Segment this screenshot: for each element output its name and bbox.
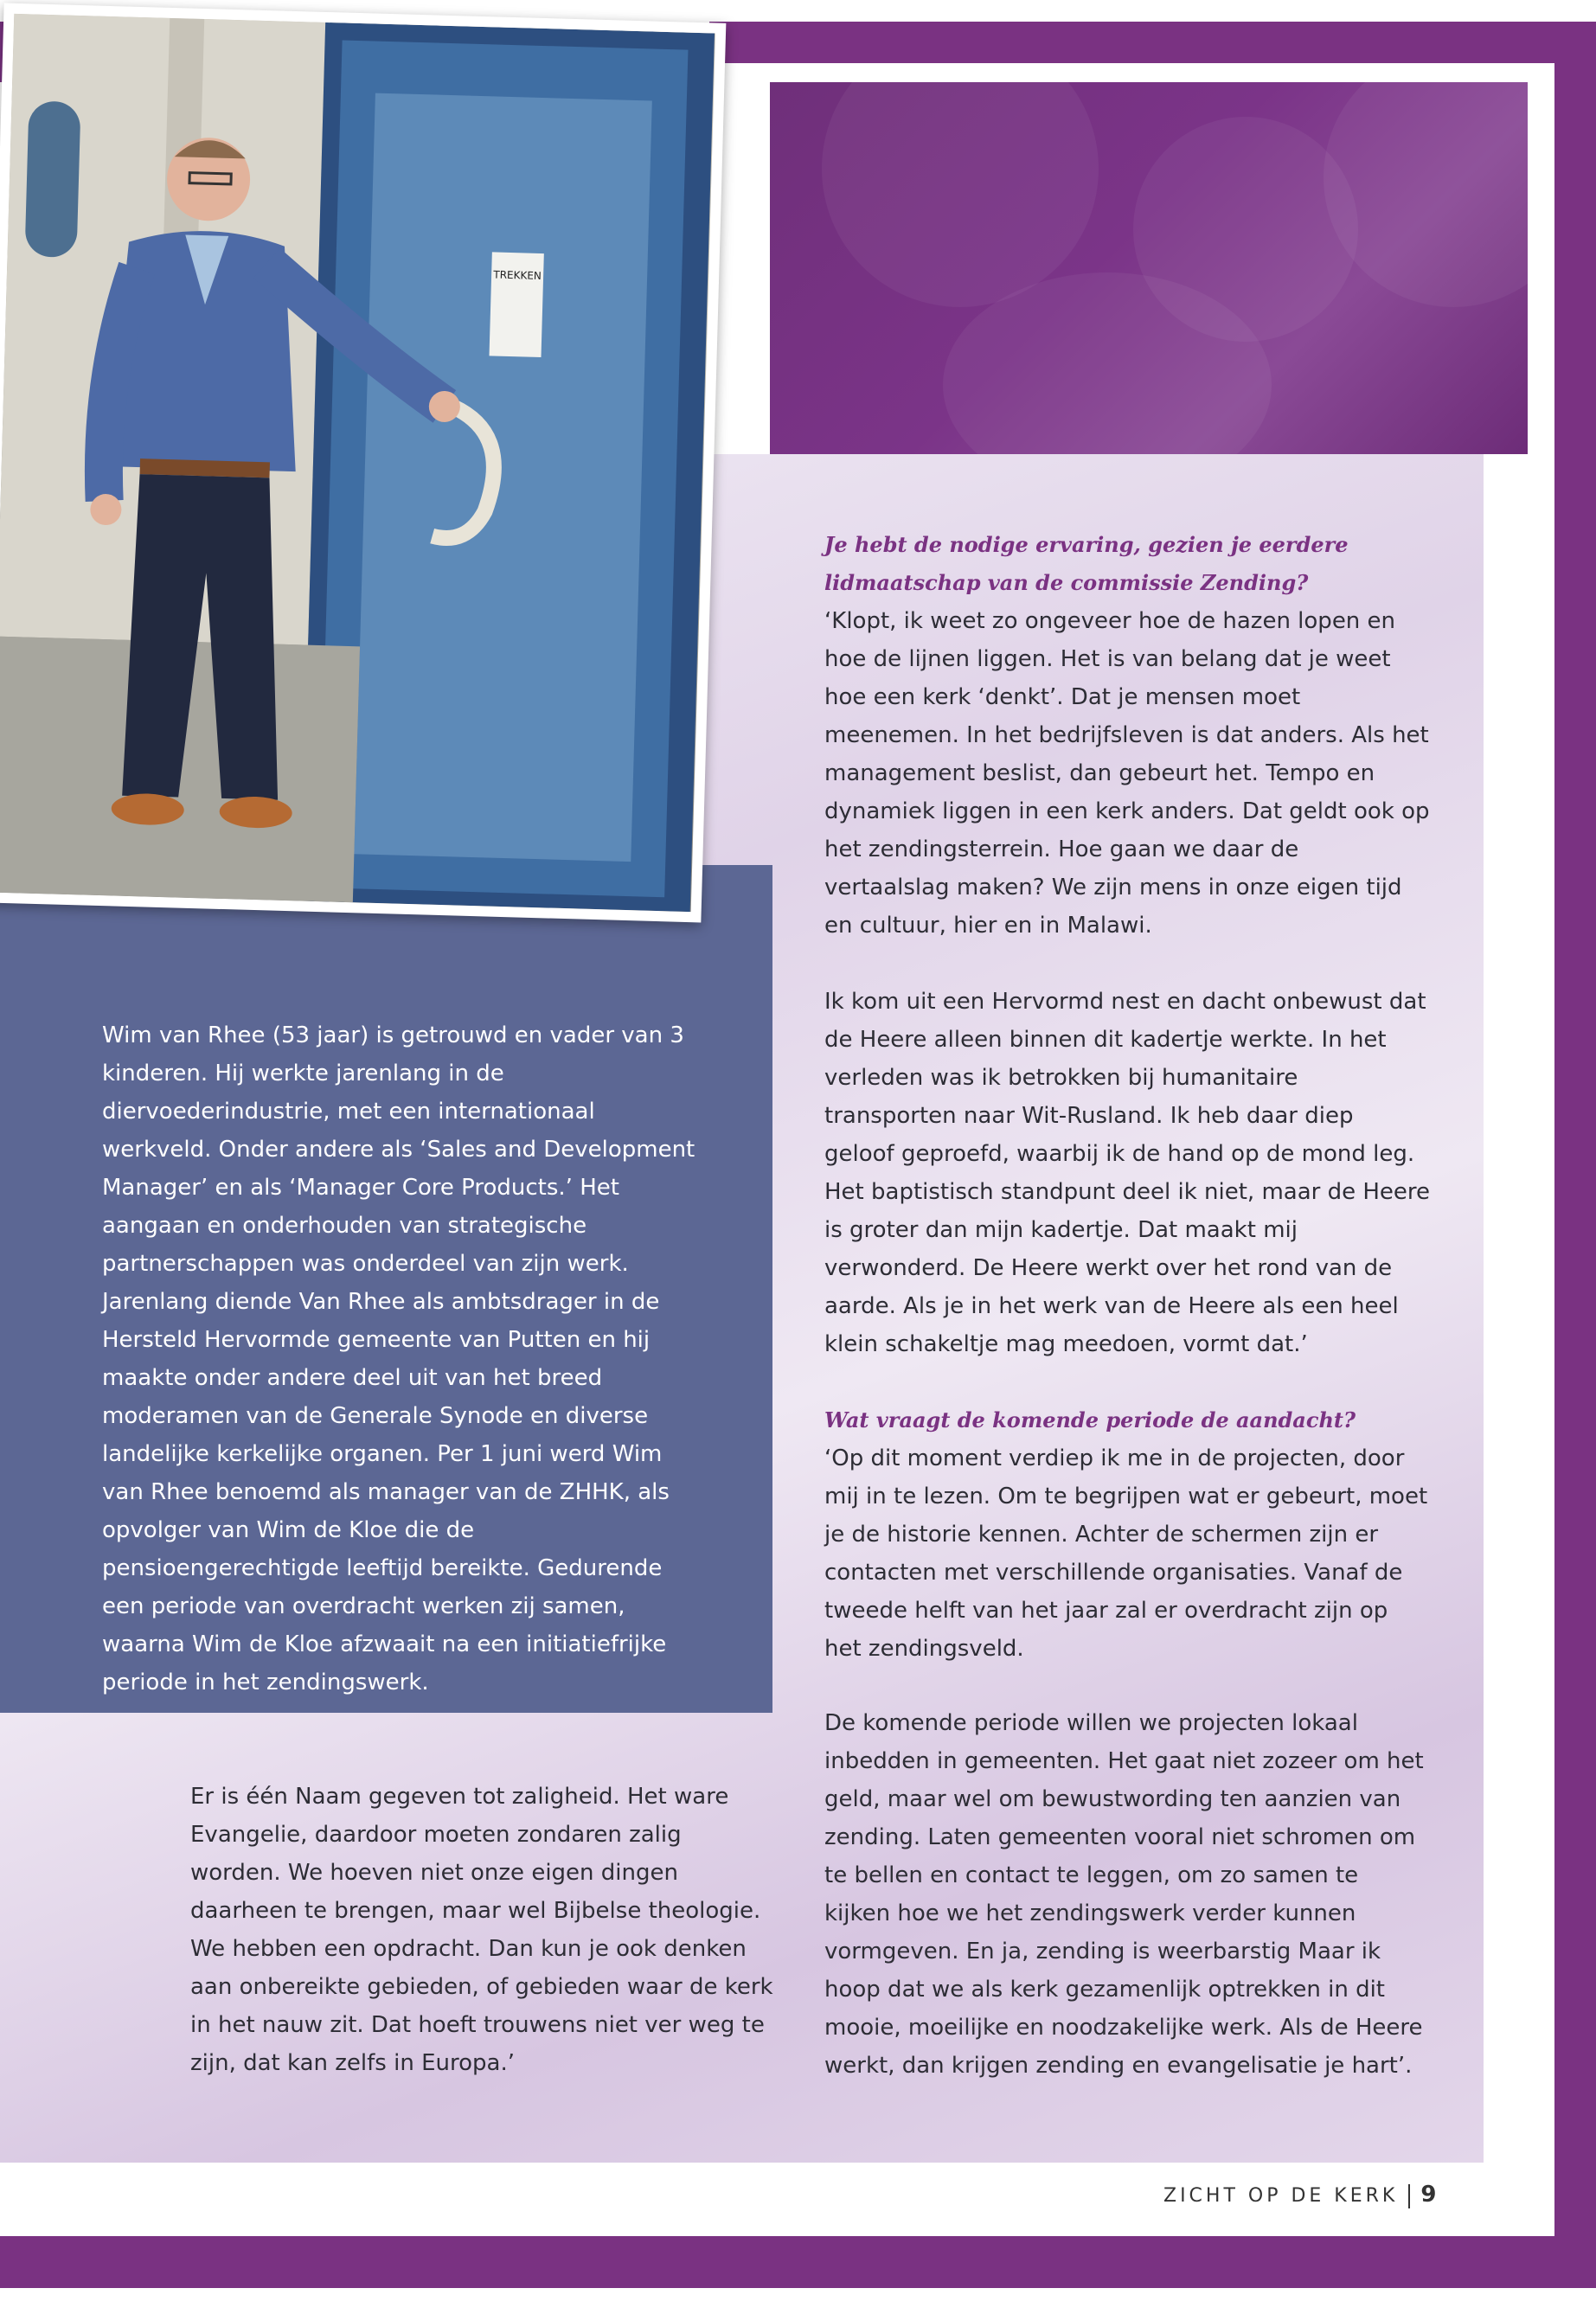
footer-separator bbox=[1408, 2184, 1410, 2208]
frame-right bbox=[1554, 22, 1596, 2288]
frame-bottom bbox=[0, 2236, 1596, 2288]
page-number: 9 bbox=[1420, 2182, 1437, 2208]
header-image bbox=[770, 82, 1528, 454]
frame-top bbox=[709, 22, 1596, 63]
magazine-name: ZICHT OP DE KERK bbox=[1163, 2185, 1399, 2207]
answer-1-paragraph-1: ‘Klopt, ik weet zo ongeveer hoe de hazen lopen en hoe de lijnen liggen. Het is van belang dat je weet hoe een kerk ‘denkt’. Dat je mensen moet meenemen. In het bedrijfsleven is dat anders. Als het management beslist, dan gebeurt het. Tempo en dynamiek liggen in een kerk anders. Dat geldt ook op het zendingsterrein. Hoe gaan we daar de vertaalslag maken? We zijn mens in onze eigen tijd en cultuur, hier en in Malawi. bbox=[824, 608, 1430, 939]
bio-text: Wim van Rhee (53 jaar) is getrouwd en vader van 3 kinderen. Hij werkte jarenlang in de diervoederindustrie, met een internationaal werkveld. Onder andere als ‘Sales and Development Manager’ en als ‘Manager Core Products.’ Het aangaan en onderhouden van strategische partnerschappen was onderdeel van zijn werk. Jarenlang diende Van Rhee als ambtsdrager in de Hersteld Hervormde gemeente van Putten en hij maakte onder andere deel uit van het breed moderamen van de Generale Synode en diverse landelijke kerkelijke organen. Per 1 juni werd Wim van Rhee benoemd als manager van de ZHHK, als opvolger van Wim de Kloe die de pensioengerechtigde leeftijd bereikte. Gedurende een periode van overdracht werken zij samen, waarna Wim de Kloe afzwaait na een initiatiefrijke periode in het zendingswerk. bbox=[102, 1022, 695, 1695]
page-footer bbox=[1163, 2182, 1436, 2208]
question-1: Je hebt de nodige ervaring, gezien je eerdere lidmaatschap van de commissie Zending? bbox=[824, 532, 1349, 595]
portrait-photo bbox=[0, 14, 715, 912]
question-2: Wat vraagt de komende periode de aandacht? bbox=[824, 1407, 1356, 1433]
door-sign: TREKKEN bbox=[493, 268, 542, 283]
portrait-illustration bbox=[0, 14, 715, 912]
left-quote-text: Er is één Naam gegeven tot zaligheid. Het ware Evangelie, daardoor moeten zondaren zalig worden. We hoeven niet onze eigen dingen daarheen te brengen, maar wel Bijbelse theologie. We hebben een opdracht. Dan kun je ook denken aan onbereikte gebieden, of gebieden waar de kerk in het nauw zit. Dat hoeft trouwens niet ver weg te zijn, dat kan zelfs in Europa.’ bbox=[190, 1784, 773, 2076]
answer-1-paragraph-2: Ik kom uit een Hervormd nest en dacht onbewust dat de Heere alleen binnen dit kadertje werkte. In het verleden was ik betrokken bij humanitaire transporten naar Wit-Rusland. Ik heb daar diep geloof geproefd, waarbij ik de hand op de mond leg. Het baptistisch standpunt deel ik niet, maar de Heere is groter dan mijn kadertje. Dat maakt mij verwonderd. De Heere werkt over het rond van de aarde. Als je in het werk van de Heere als een heel klein schakeltje mag meedoen, vormt dat.’ bbox=[824, 989, 1431, 1357]
portrait-photo-frame bbox=[0, 3, 726, 923]
answer-2-paragraph-2: De komende periode willen we projecten lokaal inbedden in gemeenten. Het gaat niet zozeer om het geld, maar wel om bewustwording ten aanzien van zending. Laten gemeenten vooral niet schromen om te bellen en contact te leggen, om zo samen te kijken hoe we het zendingswerk verder kunnen vormgeven. En ja, zending is weerbarstig Maar ik hoop dat we als kerk gezamenlijk optrekken in dit mooie, moeilijke en noodzakelijke werk. Als de Heere werkt, dan krijgen zending en evangelisatie je hart’. bbox=[824, 1710, 1424, 2079]
answer-2-paragraph-1: ‘Op dit moment verdiep ik me in de projecten, door mij in te lezen. Om te begrijpen wat er gebeurt, moet je de historie kennen. Achter de schermen zijn er contacten met verschillende organisaties. Vanaf de tweede helft van het jaar zal er overdracht zijn op het zendingsveld. bbox=[824, 1445, 1428, 1662]
